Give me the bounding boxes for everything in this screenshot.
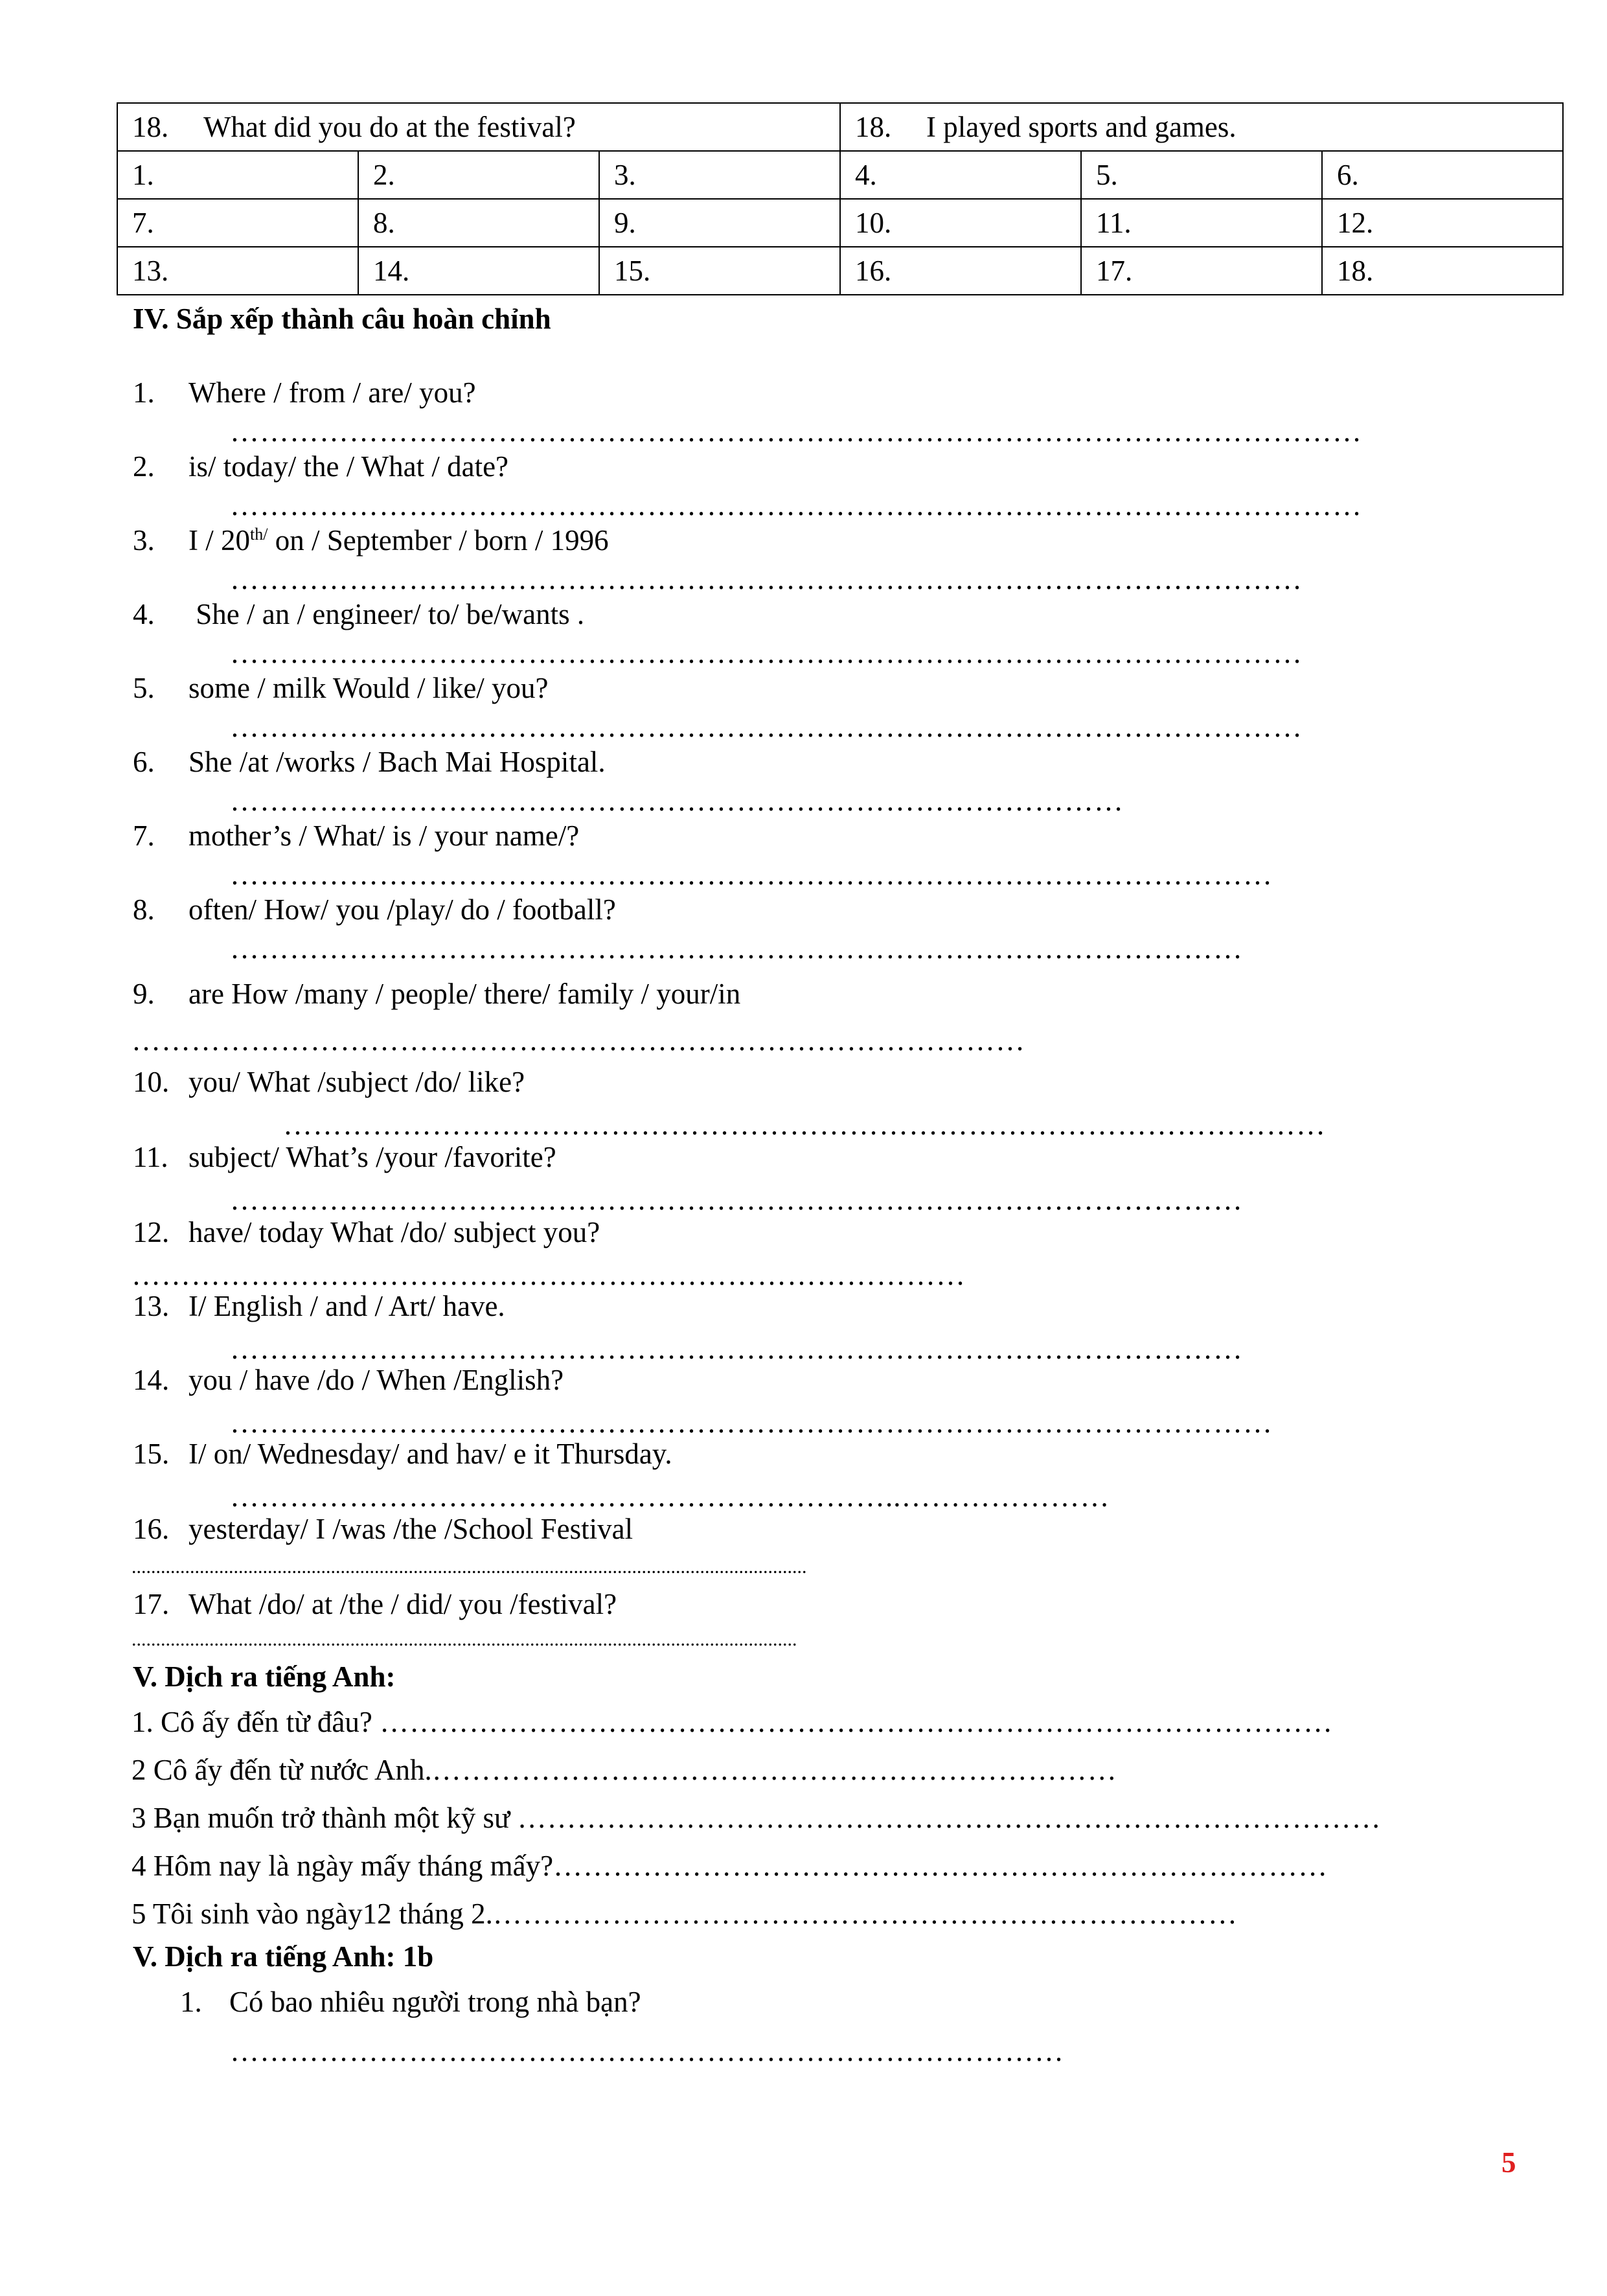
list-item (133, 597, 584, 631)
list-item (133, 1437, 672, 1471)
answer-line[interactable]: …………………………………………………………… (431, 1754, 1117, 1786)
answer-slot[interactable]: 10. (840, 199, 1081, 247)
table-header-row (117, 103, 1563, 151)
item-text: is/ today/ the / What / date? (188, 450, 509, 483)
item-number: 6. (133, 746, 155, 778)
item-text: subject/ What’s /your /favorite? (188, 1141, 556, 1173)
list-item (133, 1065, 525, 1099)
table-row (117, 151, 1563, 199)
item-number: 1. (133, 376, 155, 409)
translation-prompt: 1. Cô ấy đến từ đâu? (131, 1706, 380, 1738)
answer-slot[interactable]: 8. (358, 199, 599, 247)
item-text: some / milk Would / like/ you? (188, 672, 549, 704)
item-number: 15. (133, 1438, 170, 1470)
item-text: She /at /works / Bach Mai Hospital. (188, 746, 606, 778)
item-number: 2. (133, 450, 155, 483)
answer-slot[interactable]: 7. (117, 199, 358, 247)
item-text: you/ What /subject /do/ like? (188, 1066, 525, 1098)
translation-prompt: 5 Tôi sinh vào ngày12 tháng 2. (131, 1898, 493, 1930)
answer-line[interactable]: ………………………………………………………………………………………… (230, 932, 1243, 965)
table-row (117, 247, 1563, 295)
answer-line[interactable]: …………………………………………………………………………………………………… (230, 415, 1362, 448)
item-text: What /do/ at /the / did/ you /festival? (188, 1588, 617, 1620)
translation-item (131, 1705, 1333, 1739)
item-number: 1. (180, 1986, 202, 2018)
section-5-heading: V. Dịch ra tiếng Anh: (133, 1660, 396, 1693)
answer-line[interactable]: ……………………………………………………………………………………………… (230, 711, 1303, 743)
answer-number: 18. (855, 111, 892, 143)
answer-line[interactable]: …………………………………………………………..………………… (230, 1480, 1110, 1513)
item-text: I/ English / and / Art/ have. (188, 1290, 505, 1322)
question-number: 18. (132, 111, 169, 143)
list-item (133, 671, 549, 705)
answer-slot[interactable]: 15. (599, 247, 840, 295)
list-item (133, 376, 476, 409)
list-item (133, 1289, 505, 1323)
answer-slot[interactable]: 2. (358, 151, 599, 199)
answer-slot[interactable]: 1. (117, 151, 358, 199)
answer-slot[interactable]: 17. (1081, 247, 1322, 295)
item-text: are How /many / people/ there/ family / your/in (188, 978, 741, 1010)
question-cell (117, 103, 840, 151)
answer-line[interactable]: ………………………………………………………………… (492, 1898, 1238, 1930)
item-text: She / an / engineer/ to/ be/wants . (188, 598, 585, 630)
answer-line[interactable]: ………………………………………………………………………………………… (230, 1333, 1243, 1365)
answer-line[interactable]: ……………………………………………………………………………………………… (230, 637, 1303, 669)
list-item (133, 450, 508, 483)
answer-line[interactable]: …………………………………………………………………… (553, 1850, 1328, 1882)
item-number: 7. (133, 820, 155, 852)
item-text: on / September / born / 1996 (268, 524, 609, 557)
item-text: often/ How/ you /play/ do / football? (188, 893, 616, 926)
answer-slot[interactable]: 4. (840, 151, 1081, 199)
item-number: 12. (133, 1216, 170, 1248)
answer-line[interactable]: ………………………………………………………………………… (131, 1259, 966, 1291)
translation-item (131, 1849, 1328, 1883)
list-item (180, 1985, 641, 2019)
answer-line[interactable]: …………………………………………………………………………… (517, 1802, 1382, 1834)
answer-slot[interactable]: 14. (358, 247, 599, 295)
answer-table (117, 102, 1564, 295)
answer-line[interactable]: …………………………………………………………………………………………… (230, 858, 1273, 891)
question-text: What did you do at the festival? (203, 111, 576, 143)
list-item (133, 1215, 600, 1249)
answer-line[interactable]: ………………………………………………………………………………………… (230, 1184, 1243, 1216)
answer-line[interactable]: ......................................................................................................................................... (131, 1629, 797, 1650)
translation-item (131, 1753, 1117, 1787)
item-number: 16. (133, 1513, 170, 1545)
table-row (117, 199, 1563, 247)
list-item (133, 819, 579, 853)
answer-line[interactable]: ……………………………………………………………………………………………… (230, 563, 1303, 595)
item-number: 11. (133, 1141, 168, 1173)
list-item (133, 1363, 564, 1397)
translation-prompt: 4 Hôm nay là ngày mấy tháng mấy? (131, 1850, 554, 1882)
item-text: have/ today What /do/ subject you? (188, 1216, 600, 1248)
item-text: yesterday/ I /was /the /School Festival (188, 1513, 633, 1545)
answer-text: I played sports and games. (926, 111, 1237, 143)
item-number: 5. (133, 672, 155, 704)
section-4-heading: IV. Sắp xếp thành câu hoàn chỉnh (133, 303, 551, 335)
item-number: 8. (133, 893, 155, 926)
translation-item (131, 1897, 1238, 1931)
section-5b-heading: V. Dịch ra tiếng Anh: 1b (133, 1940, 434, 1973)
answer-line[interactable]: …………………………………………………………………………………………… (230, 1406, 1273, 1439)
item-text: I/ on/ Wednesday/ and hav/ e it Thursday. (188, 1438, 672, 1470)
item-number: 13. (133, 1290, 170, 1322)
list-item (133, 977, 740, 1011)
answer-slot[interactable]: 3. (599, 151, 840, 199)
answer-line[interactable]: ……………………………………………………………………………… (131, 1024, 1025, 1057)
item-number: 10. (133, 1066, 170, 1098)
item-text: mother’s / What/ is / your name/? (188, 820, 580, 852)
answer-slot[interactable]: 16. (840, 247, 1081, 295)
answer-slot[interactable]: 5. (1081, 151, 1322, 199)
answer-cell (840, 103, 1563, 151)
answer-line[interactable]: …………………………………………………………………………………………………… (230, 489, 1362, 522)
answer-slot[interactable]: 18. (1322, 247, 1563, 295)
item-number: 4. (133, 598, 155, 630)
item-number: 3. (133, 524, 155, 557)
list-item (133, 893, 616, 926)
item-number: 9. (133, 978, 155, 1010)
answer-line[interactable]: …………………………………………………………………………………………… (283, 1108, 1326, 1141)
translation-prompt: 3 Bạn muốn trở thành một kỹ sư (131, 1802, 518, 1834)
answer-slot[interactable]: 9. (599, 199, 840, 247)
list-item (133, 523, 609, 557)
answer-slot[interactable]: 11. (1081, 199, 1322, 247)
item-text: I / 20 (188, 524, 250, 557)
answer-line[interactable]: …………………………………………………………………………………… (380, 1706, 1334, 1738)
item-text: you / have /do / When /English? (188, 1364, 564, 1396)
translation-item (131, 1801, 1382, 1835)
answer-slot[interactable]: 12. (1322, 199, 1563, 247)
item-text: Where / from / are/ you? (188, 376, 476, 409)
answer-line[interactable]: ........................................................................................................................................... (131, 1556, 807, 1578)
answer-line[interactable]: ……………………………………………………………………………… (230, 785, 1124, 817)
list-item (133, 1140, 556, 1174)
list-item (133, 745, 606, 779)
answer-slot[interactable]: 6. (1322, 151, 1563, 199)
ordinal-suffix: th/ (250, 525, 268, 544)
list-item (133, 1587, 617, 1621)
page-number: 5 (1501, 2146, 1516, 2179)
answer-line[interactable]: ………………………………………………………………………… (230, 2035, 1064, 2067)
item-number: 17. (133, 1588, 170, 1620)
item-text: Có bao nhiêu người trong nhà bạn? (229, 1986, 641, 2018)
answer-slot[interactable]: 13. (117, 247, 358, 295)
list-item (133, 1512, 633, 1546)
translation-prompt: 2 Cô ấy đến từ nước Anh. (131, 1754, 432, 1786)
item-number: 14. (133, 1364, 170, 1396)
